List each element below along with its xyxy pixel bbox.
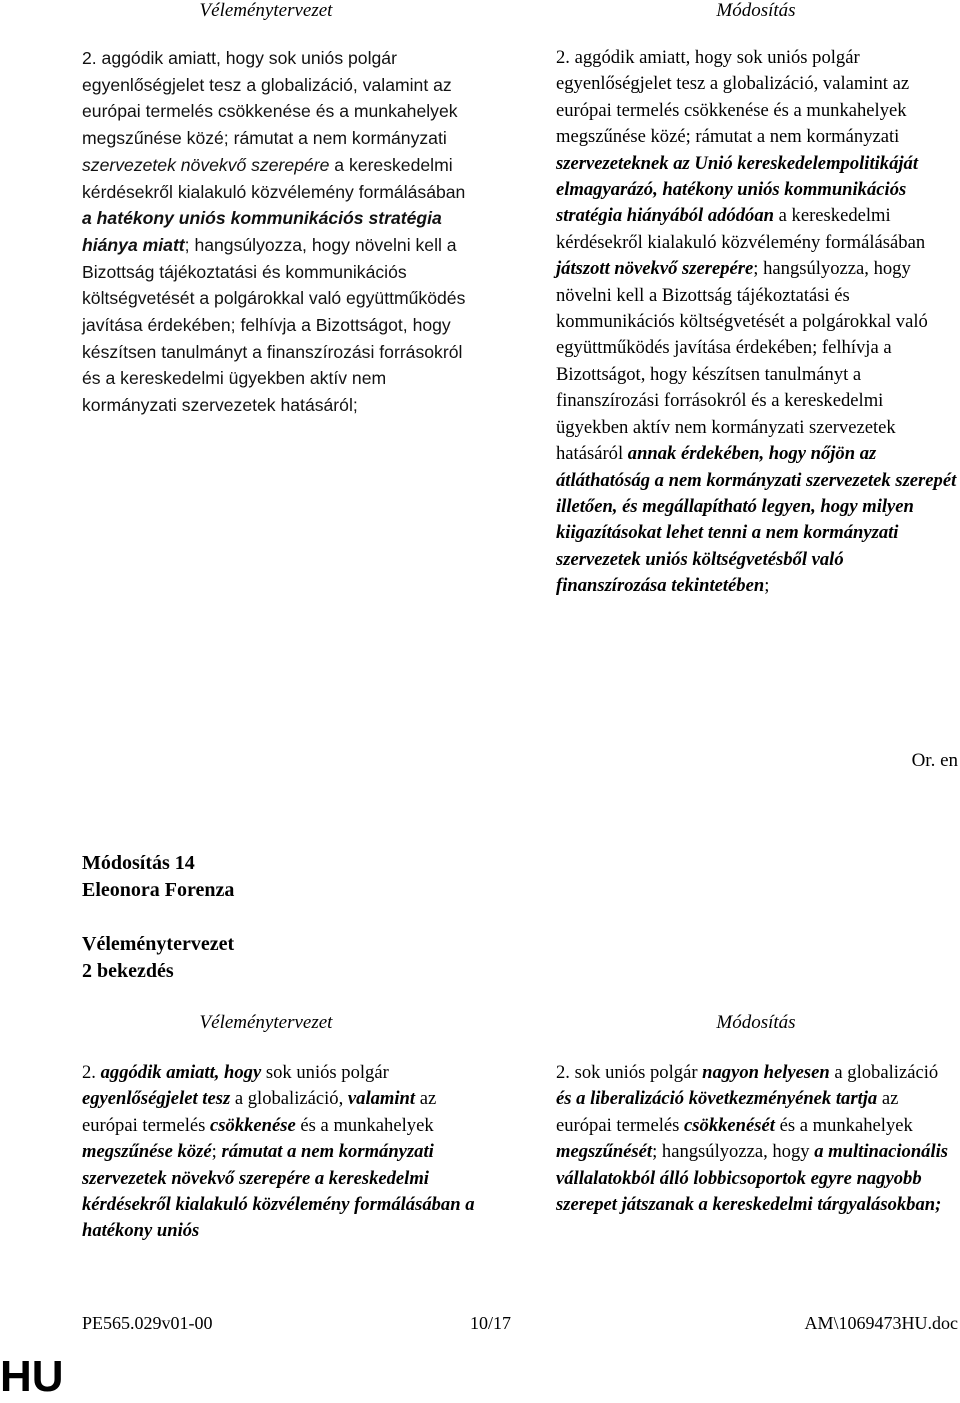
text-run: és a munkahelyek — [295, 1114, 434, 1136]
text-run: csökkenését — [684, 1114, 775, 1136]
amendment-text — [556, 45, 958, 600]
text-run: annak érdekében, hogy nőjön az átláthatóság a nem kormányzati szervezetek szerepét illetően, és megállapítható legyen, hogy milyen kiigazításokat lehet tenni a nem kormányzati szervezetek uniós költségvetésből való finanszírozása tekintetében — [556, 443, 957, 597]
amendment-document: Véleménytervezet — [82, 933, 235, 955]
right-column-header: Módosítás — [716, 0, 796, 21]
footer-page-number: 10/17 — [470, 1313, 512, 1333]
text-run: sok uniós polgár — [261, 1062, 389, 1083]
draft-opinion-text — [82, 45, 467, 419]
text-run: játszott növekvő szerepére — [556, 258, 754, 280]
text-run: a kereskedelmi kérdésekről kialakuló közvélemény formálásában — [556, 205, 926, 253]
amendment-title: Módosítás 14 — [82, 852, 195, 874]
text-run: és a liberalizáció következményének tartja — [556, 1088, 878, 1110]
text-run: az európai termelés — [82, 1088, 437, 1136]
text-run: ; hangsúlyozza, hogy növelni kell a Bizottság tájékoztatási és kommunikációs költségvetését a polgárokkal való együttműködés javítása érdekében; felhívja a Bizottságot, hogy készítsen tanulmányt a finanszírozási forrásokról és a kereskedelmi ügyekben aktív nem kormányzati szervezetek hatásáról; — [82, 234, 466, 416]
text-run: megszűnése közé — [82, 1141, 212, 1163]
footer-language-code: HU — [0, 1352, 64, 1401]
text-run: ; — [764, 575, 770, 597]
text-run: a kereskedelmi kérdésekről kialakuló közvélemény formálásában — [82, 154, 466, 202]
footer-doc-ref: PE565.029v01-00 — [82, 1313, 213, 1333]
text-run: a globalizáció, — [230, 1088, 348, 1110]
right-column-header-2: Módosítás — [716, 1012, 796, 1033]
text-run: a hatékony uniós kommunikációs stratégia hiánya miatt — [82, 208, 442, 255]
text-run: rámutat a nem kormányzati szervezetek növekvő szerepére a kereskedelmi kérdésekről kialakuló közvélemény formálásában a hatékony uniós — [82, 1141, 475, 1242]
text-run: a multinacionális vállalatokból álló lobbicsoportok egyre nagyobb szerepet játszanak a kereskedelmi tárgyalásokban; — [556, 1141, 949, 1216]
amendment-section: 2 bekezdés — [82, 960, 174, 982]
text-run: valamint — [347, 1088, 416, 1110]
left-column-header: Véleménytervezet — [199, 0, 333, 21]
text-run: megszűnését — [556, 1141, 653, 1163]
text-run: aggódik amiatt, hogy — [100, 1062, 262, 1083]
text-run: a globalizáció — [829, 1062, 939, 1083]
text-run: ; — [211, 1141, 222, 1163]
language-note: Or. en — [911, 750, 958, 771]
text-run: nagyon helyesen — [702, 1062, 830, 1083]
amendment-text-2 — [556, 1060, 956, 1218]
draft-opinion-text-2 — [82, 1060, 477, 1245]
footer-file-name: AM\1069473HU.doc — [804, 1313, 958, 1333]
text-run: csökkenése — [210, 1114, 296, 1136]
text-run: és a munkahelyek — [774, 1114, 913, 1136]
left-column-header-2: Véleménytervezet — [199, 1012, 333, 1033]
amendment-author: Eleonora Forenza — [82, 879, 235, 901]
text-run: szervezeteknek az Unió kereskedelempolitikáját elmagyarázó, hatékony uniós kommunikációs stratégia hiányából adódóan — [556, 152, 919, 227]
text-run: 2. — [82, 1062, 101, 1083]
text-run: szervezetek növekvő szerepére — [82, 154, 330, 175]
text-run: 2. aggódik amiatt, hogy sok uniós polgár egyenlőségjelet tesz a globalizáció, valamint az európai termelés csökkenése és a munkahelyek megszűnése közé; rámutat a nem kormányzati — [556, 47, 910, 148]
text-run: ; hangsúlyozza, hogy növelni kell a Bizottság tájékoztatási és kommunikációs költségvetését a polgárokkal való együttműködés javítása érdekében; felhívja a Bizottságot, hogy készítsen tanulmányt a finanszírozási forrásokról és a kereskedelmi ügyekben aktív nem kormányzati szervezetek hatásáról — [556, 258, 928, 465]
text-run: az európai termelés — [556, 1088, 899, 1136]
text-run: 2. sok uniós polgár — [556, 1062, 703, 1083]
text-run: ; hangsúlyozza, hogy — [652, 1141, 815, 1163]
text-run: 2. aggódik amiatt, hogy sok uniós polgár egyenlőségjelet tesz a globalizáció, valamint az európai termelés csökkenése és a munkahelyek megszűnése közé; rámutat a nem kormányzati — [82, 48, 458, 149]
text-run: egyenlőségjelet tesz — [82, 1088, 231, 1110]
